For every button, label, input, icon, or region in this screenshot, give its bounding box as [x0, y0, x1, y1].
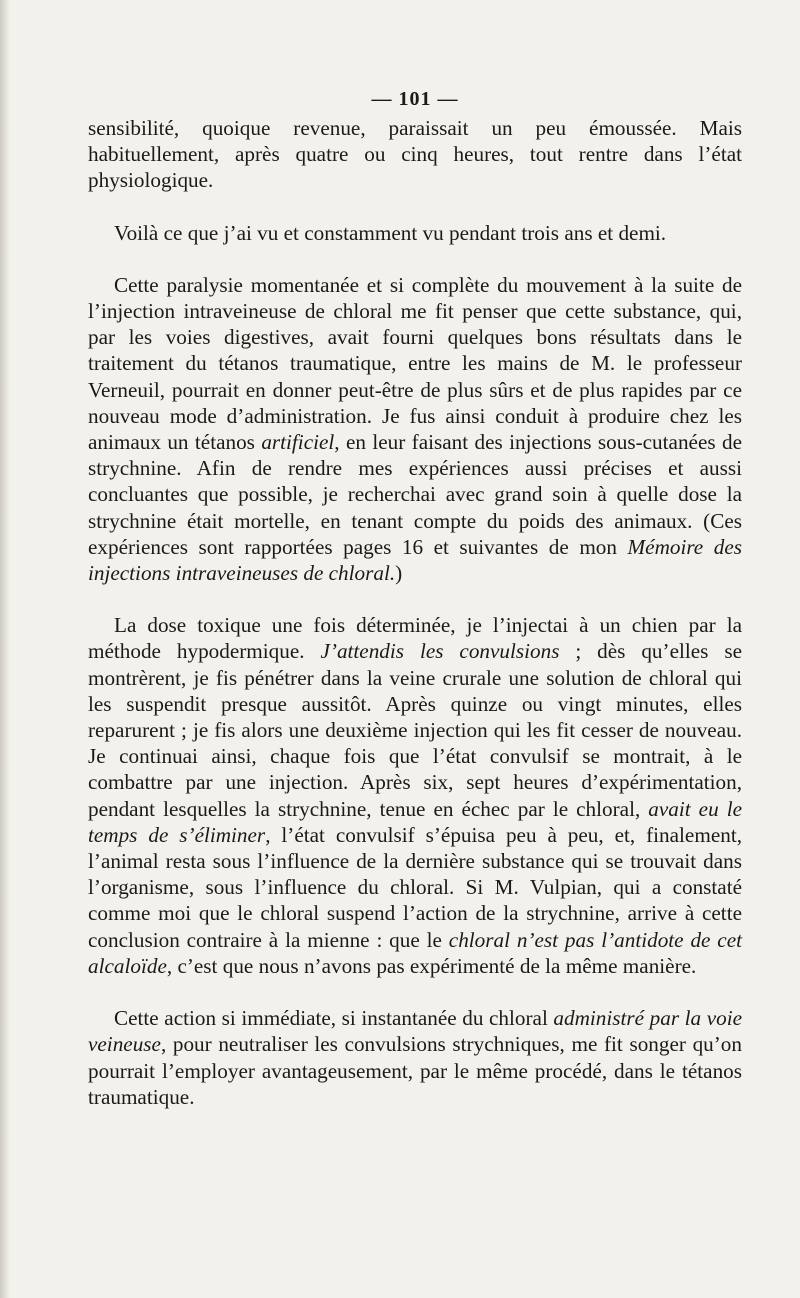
italic-text: Mémoire des injections intraveineuses de chloral. [88, 534, 742, 586]
body-text [88, 115, 742, 1110]
text-run: , pour neutraliser les convulsions strychniques, me fit songer qu’on pourrait l’employer avantageusement, par le même procédé, dans le tétanos traumatique. [88, 1032, 742, 1109]
italic-text: J’attendis les convulsions [320, 639, 560, 664]
text-run: La dose toxique une fois déterminée, je l’injectai à un chien par la méthode hypodermique. [88, 613, 742, 664]
text-run: sensibilité, quoique revenue, paraissait un peu émoussée. Mais habituellement, après quatre ou cinq heures, tout rentre dans l’état physiologique. [88, 116, 742, 193]
text-run: , en leur faisant des injections sous-cutanées de strychnine. Afin de rendre mes expériences aussi précises et aussi concluantes que possible, je recherchai avec grand soin à quelle dose la strychnine était mortelle, en tenant compte du poids des animaux. (Ces expériences sont rapportées pages 16 et suivantes de mon [88, 430, 742, 559]
italic-text: chloral n’est pas l’antidote de cet alcaloïde [88, 927, 742, 978]
page-number: — 101 — [371, 88, 459, 110]
text-run: Voilà ce que j’ai vu et constamment vu pendant trois ans et demi. [114, 220, 667, 245]
text-run: , c’est que nous n’avons pas expérimenté de la même manière. [166, 953, 697, 978]
paragraph [88, 115, 742, 194]
paragraph [88, 220, 742, 246]
paragraph [88, 1005, 742, 1110]
italic-text: artificiel [261, 430, 335, 455]
page-edge-shadow [0, 0, 10, 1298]
paragraph [88, 272, 742, 586]
italic-text: administré par la voie veineuse [88, 1006, 742, 1057]
text-run: , l’état convulsif s’épuisa peu à peu, et, finalement, l’animal resta sous l’influence de la dernière substance qui se trouvait dans l’organisme, sous l’influence du chloral. Si M. Vulpian, qui a constaté comme moi que le chloral suspend l’action de la strychnine, arrive à cette conclusion contraire à la mienne : que le [88, 822, 743, 952]
text-run: ; dès qu’elles se montrèrent, je fis pénétrer dans la veine crurale une solution de chloral qui les suspendit presque aussitôt. Après quinze ou vingt minutes, elles reparurent ; je fis alors une deuxième injection qui les fit cesser de nouveau. Je continuai ainsi, chaque fois que l’état convulsif se montrait, à le combattre par une injection. Après six, sept heures d’expérimentation, pendant lesquelles la strychnine, tenue en échec par le chloral, [88, 639, 742, 821]
italic-text: avait eu le temps de s’éliminer [88, 796, 742, 847]
text-run: Cette action si immédiate, si instantanée du chloral [114, 1006, 554, 1031]
paragraph [88, 612, 742, 979]
text-run: Cette paralysie momentanée et si complète du mouvement à la suite de l’injection intraveineuse de chloral me fit penser que cette substance, qui, par les voies digestives, avait fourni quelques bons résultats dans le traitement du tétanos traumatique, entre les mains de M. le professeur Verneuil, pourrait en donner peut-être de plus sûrs et de plus rapides par ce nouveau mode d’administration. Je fus ainsi conduit à produire chez les animaux un tétanos [88, 272, 742, 455]
text-run: ) [395, 561, 403, 586]
